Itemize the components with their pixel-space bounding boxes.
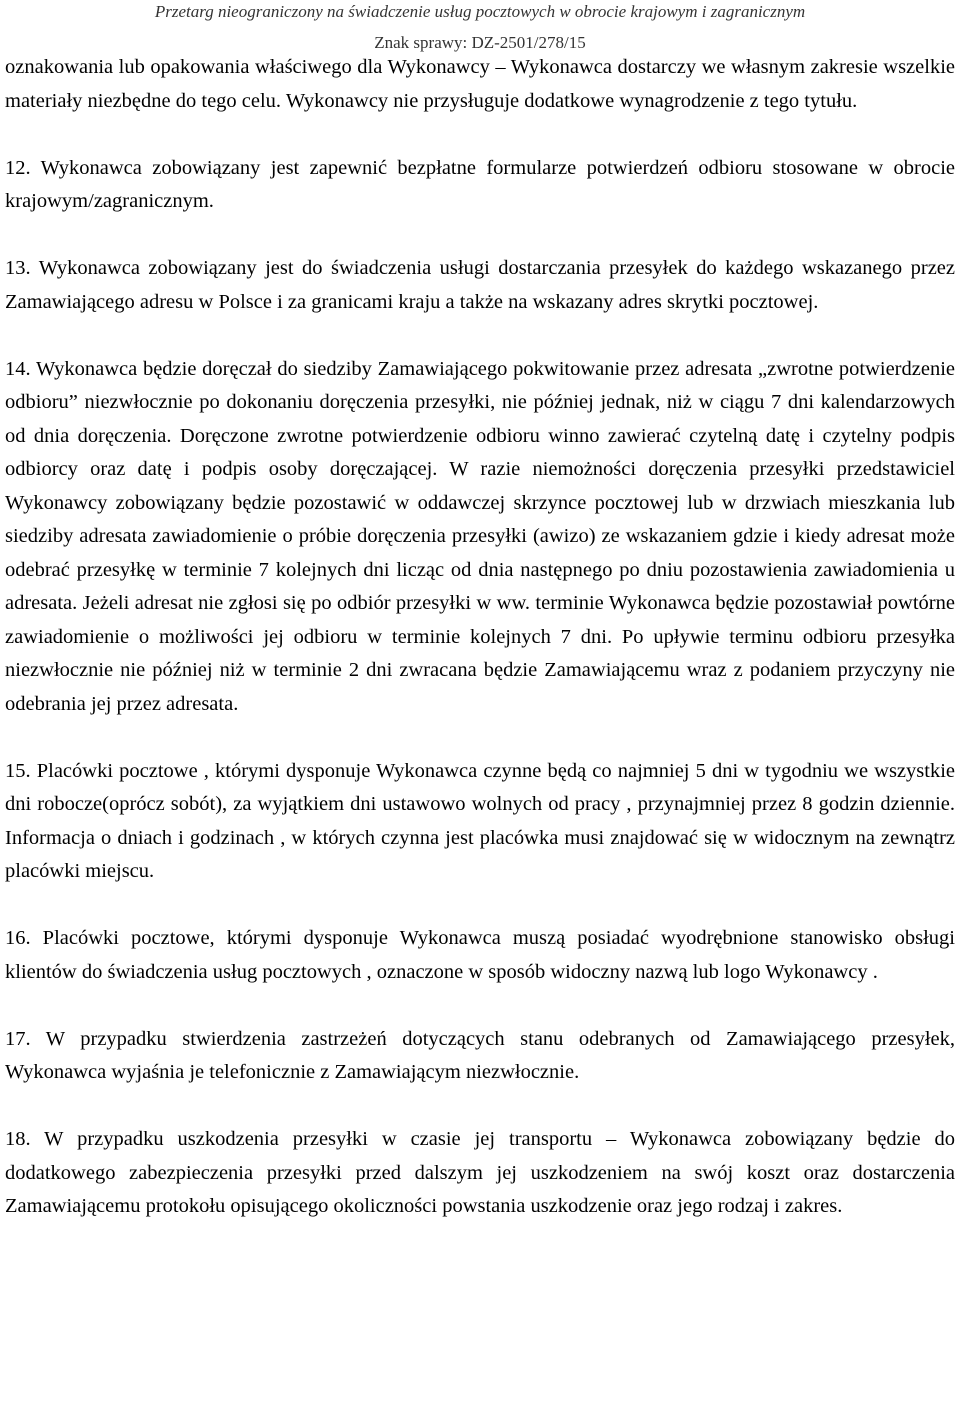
paragraph-13: 13. Wykonawca zobowiązany jest do świadczenia usługi dostarczania przesyłek do każdego wskazanego przez Zamawiającego adresu w Polsce i za granicami kraju a także na wskazany adres skrytki pocztowej.	[5, 257, 955, 313]
paragraph-15: 15. Placówki pocztowe , którymi dysponuje Wykonawca czynne będą co najmniej 5 dni w tygodniu we wszystkie dni robocze(oprócz sobót), za wyjątkiem dni ustawowo wolnych od pracy , przynajmniej przez 8 godzin dziennie. Informacja o dniach i godzinach , w których czynna jest placówka musi znajdować się w widocznym na zewnątrz placówki miejscu.	[5, 759, 955, 882]
paragraph-17: 17. W przypadku stwierdzenia zastrzeżeń dotyczących stanu odebranych od Zamawiającego przesyłek, Wykonawca wyjaśnia je telefonicznie z Zamawiającym niezwłocznie.	[5, 1027, 955, 1083]
document-body	[5, 51, 955, 1224]
header-title: Przetarg nieograniczony na świadczenie usług pocztowych w obrocie krajowym i zagranicznym	[154, 2, 806, 21]
paragraph-12: 12. Wykonawca zobowiązany jest zapewnić bezpłatne formularze potwierdzeń odbioru stosowane w obrocie krajowym/zagranicznym.	[5, 156, 955, 212]
page-header	[0, 2, 960, 52]
paragraph-continuation: oznakowania lub opakowania właściwego dla Wykonawcy – Wykonawca dostarczy we własnym zakresie wszelkie materiały niezbędne do tego celu. Wykonawcy nie przysługuje dodatkowe wynagrodzenie z tego tytułu.	[5, 56, 955, 112]
case-reference: Znak sprawy: DZ-2501/278/15	[374, 33, 586, 52]
paragraph-18: 18. W przypadku uszkodzenia przesyłki w czasie jej transportu – Wykonawca zobowiązany będzie do dodatkowego zabezpieczenia przesyłki przed dalszym jej uszkodzeniem na swój koszt oraz dostarczenia Zamawiającemu protokołu opisującego okoliczności powstania uszkodzenie oraz jego rodzaj i zakres.	[5, 1128, 955, 1217]
paragraph-16: 16. Placówki pocztowe, którymi dysponuje Wykonawca muszą posiadać wyodrębnione stanowisko obsługi klientów do świadczenia usług pocztowych , oznaczone w sposób widoczny nazwą lub logo Wykonawcy .	[5, 927, 955, 983]
paragraph-14: 14. Wykonawca będzie doręczał do siedziby Zamawiającego pokwitowanie przez adresata „zwrotne potwierdzenie odbioru” niezwłocznie po dokonaniu doręczenia przesyłki, nie później jednak, niż w ciągu 7 dni kalendarzowych od dnia doręczenia. Doręczone zwrotne potwierdzenie odbioru winno zawierać czytelną datę i czytelny podpis odbiorcy oraz datę i podpis osoby doręczającej. W razie niemożności doręczenia przesyłki przedstawiciel Wykonawcy zobowiązany będzie pozostawić w oddawczej skrzynce pocztowej lub w drzwiach mieszkania lub siedziby adresata zawiadomienie o próbie doręczenia przesyłki (awizo) ze wskazaniem gdzie i kiedy adresat może odebrać przesyłkę w terminie 7 kolejnych dni licząc od dnia następnego po dniu pozostawienia zawiadomienia u adresata. Jeżeli adresat nie zgłosi się po odbiór przesyłki w ww. terminie Wykonawca będzie pozostawiał powtórne zawiadomienie o możliwości jej odbioru w terminie kolejnych 7 dni. Po upływie terminu odbioru przesyłka niezwłocznie nie później niż w terminie 2 dni zwracana będzie Zamawiającemu wraz z podaniem przyczyny nie odebrania jej przez adresata.	[5, 357, 955, 715]
